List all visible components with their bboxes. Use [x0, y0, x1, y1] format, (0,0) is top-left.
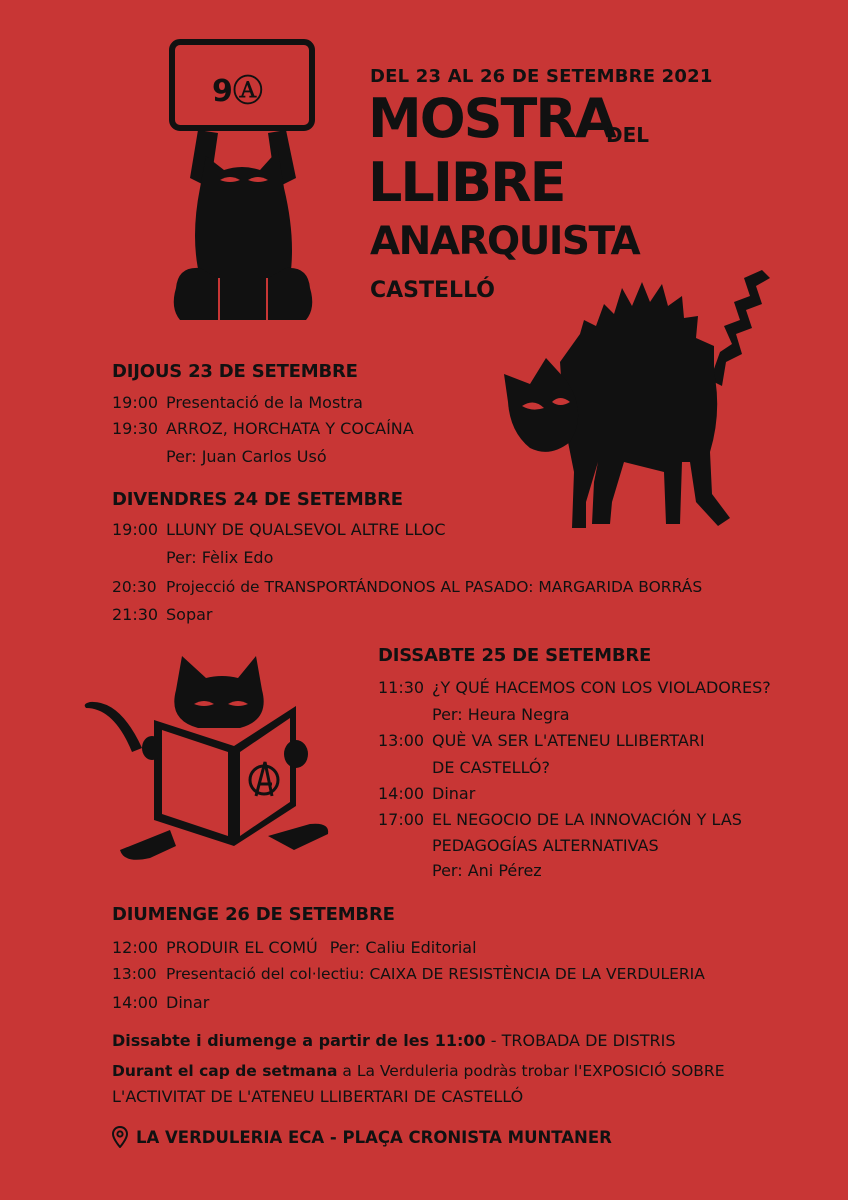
event-row: 19:00 LLUNY DE QUALSEVOL ALTRE LLOC	[112, 520, 446, 539]
location-pin-icon	[112, 1126, 128, 1148]
day-title-saturday: DISSABTE 25 DE SETEMBRE	[378, 645, 652, 666]
day-title-friday: DIVENDRES 24 DE SETEMBRE	[112, 489, 403, 510]
event-row: 13:00 Presentació del col·lectiu: CAIXA DE RESISTÈNCIA DE LA VERDULERIA	[112, 965, 705, 983]
exhibition-note-line2: L'ACTIVITAT DE L'ATENEU LLIBERTARI DE CASTELLÓ	[112, 1087, 524, 1106]
exhibition-note: Durant el cap de setmana a La Verduleria podràs trobar l'EXPOSICIÓ SOBRE	[112, 1062, 725, 1080]
event-row: 19:30 ARROZ, HORCHATA Y COCAÍNA	[112, 419, 414, 438]
weekend-note: Dissabte i diumenge a partir de les 11:00 - TROBADA DE DISTRIS	[112, 1031, 676, 1050]
event-title-continued: PEDAGOGÍAS ALTERNATIVAS	[432, 836, 659, 855]
event-speaker: Per: Ani Pérez	[432, 861, 542, 880]
event-speaker: Per: Heura Negra	[432, 705, 570, 724]
arched-cat-illustration	[500, 262, 775, 552]
event-title-continued: DE CASTELLÓ?	[432, 758, 551, 777]
event-row: 14:00 Dinar	[112, 993, 210, 1012]
event-row: 21:30 Sopar	[112, 605, 213, 624]
event-row: 11:30 ¿Y QUÉ HACEMOS CON LOS VIOLADORES?	[378, 678, 771, 697]
event-row: 14:00 Dinar	[378, 784, 476, 803]
venue-address: LA VERDULERIA ECA - PLAÇA CRONISTA MUNTANER	[136, 1128, 612, 1147]
event-dates: DEL 23 AL 26 DE SETEMBRE 2021	[370, 66, 713, 87]
event-speaker: Per: Juan Carlos Usó	[166, 447, 327, 466]
day-title-sunday: DIUMENGE 26 DE SETEMBRE	[112, 904, 395, 925]
title-del: DEL	[606, 123, 650, 147]
event-row: 13:00 QUÈ VA SER L'ATENEU LLIBERTARI	[378, 731, 705, 750]
event-row: 17:00 EL NEGOCIO DE LA INNOVACIÓN Y LAS	[378, 810, 742, 829]
event-row: 20:30 Projecció de TRANSPORTÁNDONOS AL PASADO: MARGARIDA BORRÁS	[112, 578, 703, 596]
sign-text: 9Ⓐ	[212, 74, 263, 109]
reading-cat-illustration	[80, 650, 340, 870]
title-llibre: LLIBRE	[368, 151, 565, 214]
title-anarquista: ANARQUISTA	[370, 219, 640, 264]
title-mostra: MOSTRA	[368, 87, 615, 150]
day-title-thursday: DIJOUS 23 DE SETEMBRE	[112, 361, 358, 382]
event-row: 19:00 Presentació de la Mostra	[112, 393, 363, 412]
event-speaker: Per: Fèlix Edo	[166, 548, 274, 567]
city-name: CASTELLÓ	[370, 278, 496, 303]
event-row: 12:00 PRODUIR EL COMÚ Per: Caliu Editorial	[112, 938, 477, 957]
